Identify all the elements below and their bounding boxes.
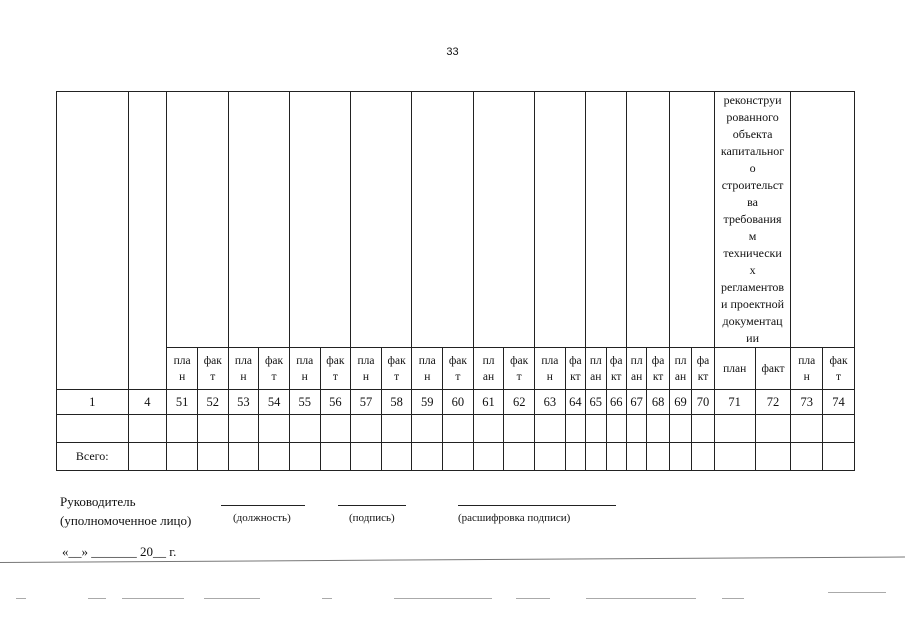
table-cell [535, 443, 566, 471]
subheader-text: пл [674, 355, 687, 367]
column-number-cell: 52 [197, 390, 228, 415]
header-cell-1 [57, 92, 129, 390]
table-cell [535, 415, 566, 443]
header-group [351, 92, 412, 348]
table-cell [791, 415, 823, 443]
table-cell [351, 443, 382, 471]
table-cell [128, 443, 167, 471]
table-cell [647, 443, 669, 471]
subheader-cell [755, 348, 791, 390]
subheader-text: фа [569, 355, 582, 367]
column-number-cell: 66 [606, 390, 626, 415]
scan-artifact [722, 598, 744, 599]
table-cell [565, 443, 585, 471]
column-number-cell: 1 [57, 390, 129, 415]
header-text-line: строительст [721, 178, 784, 192]
header-group [167, 92, 228, 348]
subheader-cell [228, 348, 259, 390]
subheader-text: кт [652, 371, 664, 383]
column-number-cell: 58 [381, 390, 412, 415]
header-group [412, 92, 473, 348]
subheader-text: кт [697, 371, 709, 383]
subheader-text: пла [418, 355, 436, 367]
column-number-cell: 69 [669, 390, 691, 415]
header-cell-4 [128, 92, 167, 390]
column-number-cell: 67 [626, 390, 646, 415]
subheader-text: т [210, 371, 216, 383]
subheader-text: кт [610, 371, 622, 383]
table-cell [320, 415, 351, 443]
column-number-cell: 64 [565, 390, 585, 415]
subheader-cell [791, 348, 823, 390]
scan-artifact [516, 598, 550, 599]
header-text-line: технически [723, 246, 782, 260]
table-cell [504, 415, 535, 443]
table-cell [606, 443, 626, 471]
column-number-cell: 72 [755, 390, 791, 415]
column-number-cell: 51 [167, 390, 198, 415]
table-cell [669, 415, 691, 443]
table-cell [714, 443, 755, 471]
signature-label-line2: (уполномоченное лицо) [60, 513, 192, 528]
total-row [57, 443, 855, 471]
signature-line [338, 505, 406, 506]
subheader-cell [535, 348, 566, 390]
table-cell [473, 415, 504, 443]
header-text-line: м [748, 229, 757, 243]
column-number-cell: 57 [351, 390, 382, 415]
subheader-text: т [332, 371, 338, 383]
subheader-text: фа [609, 355, 623, 367]
subheader-text: пл [589, 355, 602, 367]
table-cell [692, 415, 714, 443]
subheader-cell [443, 348, 474, 390]
table-cell [320, 443, 351, 471]
header-text-line: документац [722, 314, 783, 328]
column-numbers-row [57, 390, 855, 415]
subheader-text: т [836, 371, 842, 383]
subheader-cell [626, 348, 646, 390]
subheader-cell [504, 348, 535, 390]
subheader-text: пла [173, 355, 191, 367]
total-label: Всего: [57, 443, 129, 471]
table-cell [259, 415, 290, 443]
subheader-text: план [723, 363, 747, 375]
table-cell [259, 443, 290, 471]
subheader-text: пла [234, 355, 252, 367]
header-text-line: рованного [726, 110, 779, 124]
subheader-text: фак [203, 355, 222, 367]
table-cell [167, 415, 198, 443]
subheader-cell [823, 348, 855, 390]
subheader-text: т [394, 371, 400, 383]
subheader-cell [606, 348, 626, 390]
subheader-cell [351, 348, 382, 390]
subheader-cell [381, 348, 412, 390]
header-text-line: регламентов [721, 280, 785, 294]
subheader-cell [647, 348, 669, 390]
subheader-cell [586, 348, 606, 390]
table-cell [443, 443, 474, 471]
table-cell [823, 415, 855, 443]
scan-artifact [586, 598, 696, 599]
table-cell [565, 415, 585, 443]
table-cell [197, 415, 228, 443]
subheader-cell [289, 348, 320, 390]
header-text-line: и проектной [721, 297, 785, 311]
table-cell [586, 415, 606, 443]
header-group [669, 92, 714, 348]
table-cell [197, 443, 228, 471]
table-cell [381, 415, 412, 443]
column-number-cell: 61 [473, 390, 504, 415]
subheader-cell [565, 348, 585, 390]
subheader-cell [669, 348, 691, 390]
subheader-text: фак [448, 355, 467, 367]
subheader-text: пла [798, 355, 816, 367]
header-group [473, 92, 534, 348]
header-text-line: ии [746, 331, 759, 345]
header-group [586, 92, 627, 348]
subheader-text: пла [357, 355, 375, 367]
subheader-text: н [803, 371, 810, 383]
column-number-cell: 70 [692, 390, 714, 415]
subheader-text: кт [570, 371, 581, 383]
table-cell [606, 415, 626, 443]
scan-artifact [122, 598, 184, 599]
scan-artifact [394, 598, 492, 599]
subheader-cell [473, 348, 504, 390]
column-number-cell: 59 [412, 390, 443, 415]
column-number-cell: 74 [823, 390, 855, 415]
column-number-cell: 55 [289, 390, 320, 415]
table-cell [167, 443, 198, 471]
header-row [57, 92, 855, 348]
position-caption: (должность) [233, 512, 291, 524]
table-cell [669, 443, 691, 471]
header-text-line: объекта [732, 127, 773, 141]
column-number-cell: 68 [647, 390, 669, 415]
subheader-text: пл [630, 355, 643, 367]
table-cell [351, 415, 382, 443]
table-cell [412, 443, 443, 471]
column-number-cell: 53 [228, 390, 259, 415]
table-cell [714, 415, 755, 443]
page-number: 33 [446, 46, 459, 58]
table-cell [289, 415, 320, 443]
scan-artifact [322, 598, 332, 599]
subheader-text: фак [387, 355, 406, 367]
header-text-line: требования [723, 212, 782, 226]
header-text-line: капитальног [720, 144, 785, 158]
subheader-text: фа [651, 355, 665, 367]
table-cell [647, 415, 669, 443]
subheader-cell [259, 348, 290, 390]
subheader-text: фак [326, 355, 345, 367]
table-row [57, 415, 855, 443]
header-text-line: х [749, 263, 756, 277]
table-cell [128, 415, 167, 443]
column-number-cell: 54 [259, 390, 290, 415]
subheader-cell [320, 348, 351, 390]
header-text-line: реконструи [723, 93, 782, 107]
subheader-cell [167, 348, 198, 390]
subheader-text: пла [541, 355, 559, 367]
table-cell [823, 443, 855, 471]
table-cell [57, 415, 129, 443]
subheader-text: н [546, 371, 553, 383]
subheader-text: ан [631, 371, 643, 383]
subheader-text: н [301, 371, 308, 383]
table-cell [443, 415, 474, 443]
subheader-text: т [271, 371, 277, 383]
column-number-cell: 56 [320, 390, 351, 415]
table-cell [791, 443, 823, 471]
subheader-text: фа [696, 355, 710, 367]
table-cell [755, 415, 791, 443]
subheader-text: ан [482, 371, 495, 383]
table-cell [586, 443, 606, 471]
header-group [535, 92, 586, 348]
subheader-text: ан [674, 371, 687, 383]
header-group [228, 92, 289, 348]
column-number-cell: 62 [504, 390, 535, 415]
subheader-cell [692, 348, 714, 390]
decode-caption: (расшифровка подписи) [458, 512, 571, 524]
subheader-text: пла [296, 355, 314, 367]
table-cell [473, 443, 504, 471]
signature-label [60, 492, 191, 530]
column-number-cell: 73 [791, 390, 823, 415]
subheader-text: фак [510, 355, 529, 367]
table-cell [626, 415, 646, 443]
subheader-text: т [516, 371, 522, 383]
signature-label-line1: Руководитель [60, 494, 136, 509]
subheader-text: фак [829, 355, 848, 367]
report-table [56, 91, 855, 471]
signature-caption: (подпись) [349, 512, 395, 524]
scan-artifact [88, 598, 106, 599]
header-group [289, 92, 350, 348]
table-cell [626, 443, 646, 471]
header-group-reconstruction [714, 92, 791, 348]
scan-artifact [828, 592, 886, 593]
header-group [791, 92, 855, 348]
scan-artifact [16, 598, 26, 599]
header-text-line: ва [747, 195, 758, 209]
subheader-text: н [179, 371, 186, 383]
subheader-text: ан [590, 371, 602, 383]
column-number-cell: 71 [714, 390, 755, 415]
table-cell [228, 415, 259, 443]
subheader-cell [197, 348, 228, 390]
table-cell [228, 443, 259, 471]
table-cell [504, 443, 535, 471]
subheader-text: т [455, 371, 461, 383]
subheader-text: н [424, 371, 431, 383]
subheader-text: н [362, 371, 370, 383]
column-number-cell: 65 [586, 390, 606, 415]
date-line: «__» _______ 20__ г. [62, 544, 177, 559]
decode-line [458, 505, 616, 506]
subheader-text: пл [482, 355, 495, 367]
header-group [626, 92, 669, 348]
column-number-cell: 60 [443, 390, 474, 415]
column-number-cell: 63 [535, 390, 566, 415]
subheader-cell [412, 348, 443, 390]
position-line [221, 505, 305, 506]
table-cell [381, 443, 412, 471]
table-cell [412, 415, 443, 443]
subheader-row [57, 348, 855, 390]
table-cell [692, 443, 714, 471]
subheader-text: факт [761, 363, 785, 375]
header-text-line: о [749, 161, 756, 175]
column-number-cell: 4 [128, 390, 167, 415]
table-cell [755, 443, 791, 471]
table-cell [289, 443, 320, 471]
subheader-text: фак [264, 355, 284, 367]
scan-artifact [204, 598, 260, 599]
subheader-text: н [240, 371, 247, 383]
subheader-cell [714, 348, 755, 390]
